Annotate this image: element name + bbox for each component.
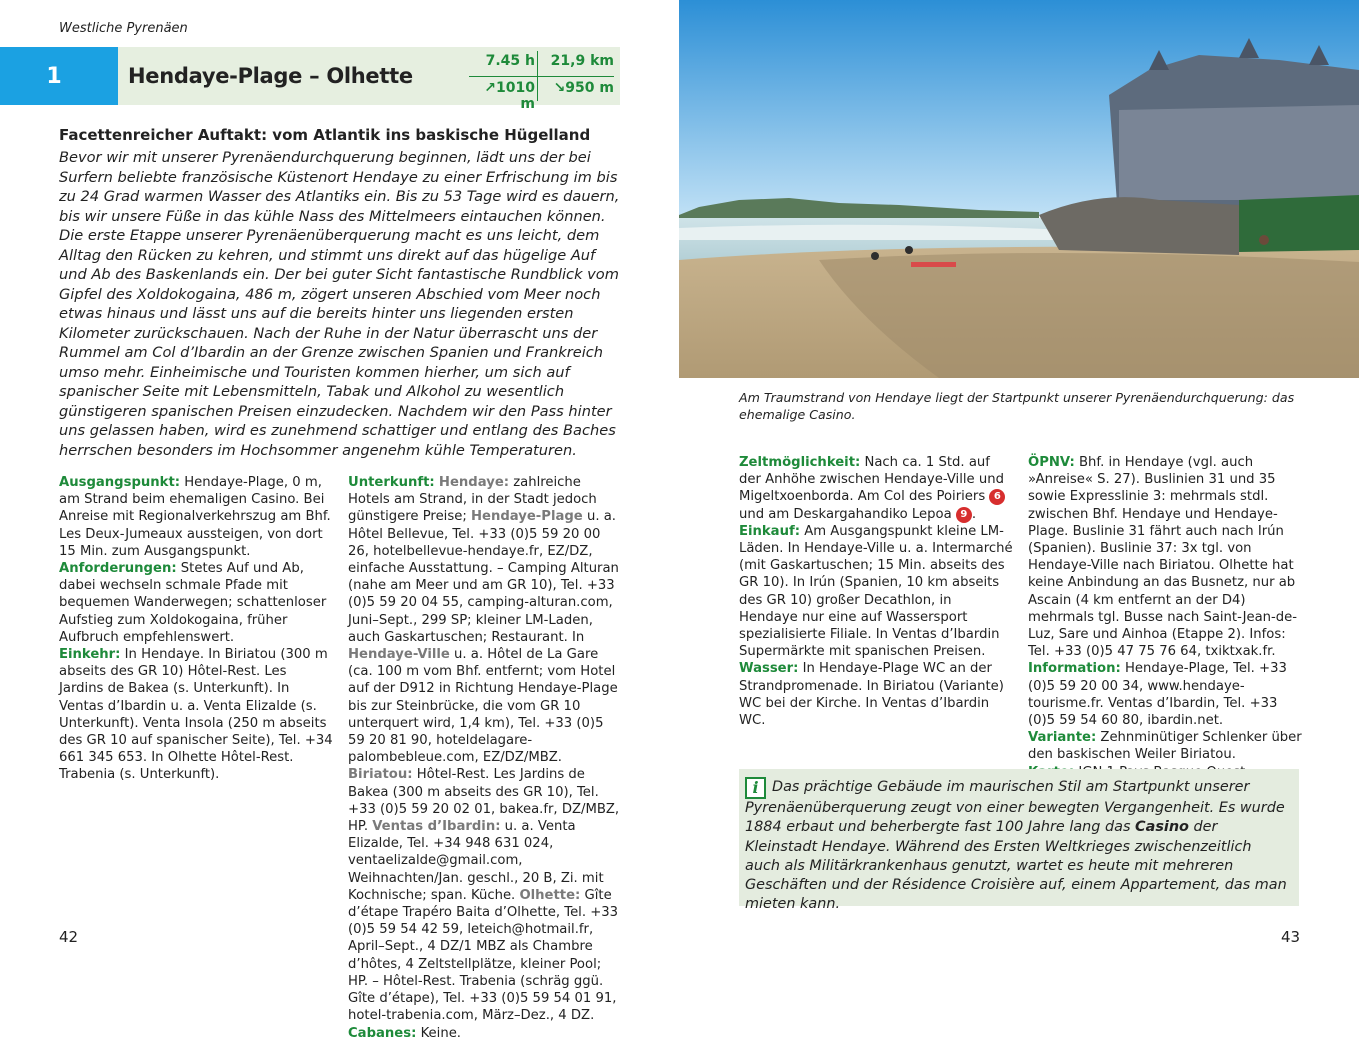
waypoint-6-badge: 6	[989, 489, 1005, 505]
text-unterkunft-1: zahlreiche Hotels am Strand, in der Stadt jedoch günstigere Preise;	[348, 475, 597, 525]
label-ausgangspunkt: Ausgangspunkt:	[59, 475, 181, 490]
info-box	[739, 769, 1299, 913]
text-unterkunft-4: Hôtel-Rest. Les Jardins de Bakea (300 m abseits des GR 10), Tel. +33 (0)5 59 20 02 01, bakea.fr, DZ/MBZ, HP.	[348, 767, 620, 835]
stat-duration: 7.45 h	[485, 53, 535, 69]
label-cabanes: Cabanes:	[348, 1025, 417, 1041]
info-wasser	[739, 660, 1013, 729]
stats-divider-vertical	[537, 51, 538, 101]
info-box-text-1: Das prächtige Gebäude im maurischen Stil am Startpunkt unserer Pyrenäenüberquerung zeugt von einer bewegten Vergangenheit. Es wurde 1884 erbaut und beherbergte fast 100 Jahre lang das	[745, 779, 1285, 836]
info-einkauf	[739, 523, 1013, 661]
text-oepnv: Bhf. in Hendaye (vgl. auch »Anreise« S. 27). Buslinien 31 und 35 sowie Expresslinie 3: mehrmals stdl. zwischen Bhf. Hendaye und Hendaye-Plage. Buslinie 31 fährt auch nach Irún (Spanien). Buslinie 37: 3x tgl. von Hendaye-Ville nach Biriatou. Olhette hat keine Anbindung an das Busnetz, nur ab Ascain (4 km entfernt an der D4) mehrmals tgl. Busse nach Saint-Jean-de-Luz, Sare und Ainhoa (Etappe 2). Infos: Tel. +33 (0)5 47 75 76 64, txiktxak.fr.	[1028, 455, 1298, 660]
running-head: Westliche Pyrenäen	[59, 21, 188, 36]
tour-subtitle: Facettenreicher Auftakt: vom Atlantik ins baskische Hügelland	[59, 126, 591, 144]
info-column-1	[59, 474, 335, 784]
label-hendaye-ville: Hendaye-Ville	[348, 647, 450, 663]
info-box-casino: Casino	[1135, 819, 1189, 836]
info-ausgangspunkt	[59, 474, 335, 560]
info-einkehr	[59, 646, 335, 784]
stat-ascent: ↗1010 m	[484, 80, 535, 112]
label-variante: Variante:	[1028, 730, 1097, 746]
label-oepnv: ÖPNV:	[1028, 455, 1075, 470]
label-hendaye-plage: Hendaye-Plage	[470, 509, 583, 525]
page-number-right: 43	[1281, 928, 1301, 946]
tour-title: Hendaye-Plage – Olhette	[128, 64, 413, 88]
label-information: Information:	[1028, 661, 1121, 677]
tour-stats	[469, 51, 614, 112]
info-anforderungen	[59, 560, 335, 646]
waypoint-9-badge: 9	[956, 507, 972, 523]
text-information: Hendaye-Plage, Tel. +33 (0)5 59 20 00 34, www.hendaye-tourisme.fr. Ventas d’Ibardin, Tel. +33 (0)5 59 54 60 80, ibardin.net.	[1028, 661, 1287, 729]
text-zelt-3: .	[971, 506, 977, 522]
photo-caption: Am Traumstrand von Hendaye liegt der Startpunkt unserer Pyrenäendurchquerung: das ehemalige Casino.	[739, 390, 1295, 422]
info-column-4	[1028, 454, 1302, 781]
stat-descent: ↘950 m	[553, 80, 614, 96]
info-zelt	[739, 454, 1013, 523]
info-column-2	[348, 474, 624, 1042]
intro-text: Bevor wir mit unserer Pyrenäendurchquerung beginnen, lädt uns der bei Surfern beliebte französische Küstenort Hendaye zu einer Erfrischung im bis zu 24 Grad warmen Wasser des Atlantiks ein. Bis zu 53 Tage wird es dauern, bis wir unsere Füße in das kühle Nass des Mittelmeers eintauchen können. Die erste Etappe unserer Pyrenäenüberquerung macht es uns leicht, dem Alltag den Rücken zu kehren, und stimmt uns direkt auf das hügelige Auf und Ab des Baskenlands ein. Der bei guter Sicht fantastische Rundblick vom Gipfel des Xoldokogaina, 486 m, zögert unseren Abschied vom Meer noch etwas hinaus und lässt uns auf die bereits hinter uns liegenden ersten Kilometer zurückschauen. Nach der Ruhe in der Natur überrascht uns der Rummel am Col d’Ibardin an der Grenze zwischen Spanien und Frankreich umso mehr. Einheimische und Touristen kommen hierher, um sich auf spanischer Seite mit Lebensmitteln, Tabak und Alkohol zu wesentlich günstigeren spanischen Preisen einzudecken. Nachdem wir den Pass hinter uns gelassen haben, wird es zunehmend schattiger und entlang des Baches herrschen besonders im Hochsommer angenehm kühle Temperaturen.	[59, 149, 620, 459]
text-zelt-1: Nach ca. 1 Std. auf der Anhöhe zwischen Hendaye-Ville und Migeltxoenborda. Am Col des Poiriers	[739, 455, 1004, 505]
label-anforderungen: Anforderungen:	[59, 561, 177, 577]
stats-divider-horizontal	[469, 76, 614, 77]
text-unterkunft-2: u. a. Hôtel Bellevue, Tel. +33 (0)5 59 20 00 26, hotelbellevue-hendaye.fr, EZ/DZ, einfache Ausstattung. – Camping Alturan (nahe am Meer und am GR 10), Tel. +33 (0)5 59 20 04 55, camping-alturan.com, Juni–Sept., 299 SP; kleiner LM-Laden, auch Gaskartuschen; Restaurant. In	[348, 509, 619, 645]
label-olhette: Olhette:	[519, 887, 581, 903]
text-ausgangspunkt: Hendaye-Plage, 0 m, am Strand beim ehemaligen Casino. Bei Anreise mit Regionalverkehrszug am Bhf. Les Deux-Jumeaux aussteigen, von dort 15 Min. zum Ausgangspunkt.	[59, 475, 331, 559]
left-page	[0, 0, 679, 1041]
info-box-text	[745, 777, 1289, 915]
info-cabanes	[348, 1025, 624, 1042]
info-box-text-2: der Kleinstadt Hendaye. Während des Ersten Weltkrieges zwischenzeitlich auch als Militärkrankenhaus genutzt, wartet es heute mit mehreren Geschäften und der Résidence Croisière auf, einem Appartement, das man mieten kann.	[745, 819, 1287, 913]
info-variante	[1028, 729, 1302, 763]
info-column-3	[739, 454, 1013, 729]
tour-header	[118, 47, 620, 112]
label-biriatou: Biriatou:	[348, 767, 413, 783]
stat-distance: 21,9 km	[550, 53, 614, 69]
label-einkehr: Einkehr:	[59, 647, 121, 663]
text-einkehr: In Hendaye. In Biriatou (300 m abseits des GR 10) Hôtel-Rest. Les Jardins de Bakea (s. Unterkunft). In Ventas d’Ibardin u. a. Venta Elizalde (s. Unterkunft). Venta Insola (250 m abseits des GR 10 auf spanischer Seite), Tel. +34 661 345 653. In Olhette Hôtel-Rest. Trabenia (s. Unterkunft).	[59, 647, 333, 783]
text-variante: Zehnminütiger Schlenker über den baskischen Weiler Biriatou.	[1028, 730, 1302, 763]
info-icon: i	[745, 777, 766, 799]
page-number-left: 42	[59, 928, 79, 946]
label-wasser: Wasser:	[739, 661, 799, 677]
info-oepnv	[1028, 454, 1302, 660]
info-unterkunft	[348, 474, 624, 1025]
label-ventas: Ventas d’Ibardin:	[372, 819, 501, 835]
text-cabanes: Keine.	[416, 1025, 461, 1041]
label-einkauf: Einkauf:	[739, 523, 800, 539]
text-unterkunft-3: u. a. Hôtel de La Gare (ca. 100 m vom Bhf. entfernt; vom Hotel auf der D912 in Richtung Hendaye-Plage bis zur Steinbrücke, die vom GR 10 unterquert wird, 1,4 km), Tel. +33 (0)5 59 20 81 90, hoteldelagare-palombebleue.com, EZ/DZ/MBZ.	[348, 647, 618, 766]
label-zelt: Zeltmöglichkeit:	[739, 455, 861, 470]
text-anforderungen: Stetes Auf und Ab, dabei wechseln schmale Pfade mit bequemen Wanderwegen; schattenloser Aufstieg zum Xoldokogaina, früher Aufbruch empfehlenswert.	[59, 561, 327, 645]
text-einkauf: Am Ausgangspunkt kleine LM-Läden. In Hendaye-Ville u. a. Intermarché (mit Gaskartuschen; 15 Min. abseits des GR 10). In Irún (Spanien, 10 km abseits des GR 10) großer Decathlon, in Hendaye nur eine auf Wassersport spezialisierte Filiale. In Ventas d’Ibardin Supermärkte mit spanischen Preisen.	[739, 523, 1013, 660]
tour-number-badge: 1	[0, 47, 118, 105]
label-unterkunft: Unterkunft:	[348, 475, 435, 490]
info-information	[1028, 660, 1302, 729]
label-hendaye: Hendaye:	[438, 475, 510, 490]
text-unterkunft-5: u. a. Venta Elizalde, Tel. +34 948 631 024, ventaelizalde@gmail.com, Weihnachten/Jan. geschl., 20 B, Zi. mit Kochnische; span. Küche.	[348, 819, 604, 903]
text-unterkunft-6: Gîte d’étape Trapéro Baita d’Olhette, Tel. +33 (0)5 59 54 42 59, leteich@hotmail.fr, April–Sept., 4 DZ/1 MBZ als Chambre d’hôtes, 4 Zeltstellplätze, kleiner Pool; HP. – Hôtel-Rest. Trabenia (schräg ggü. Gîte d’étape), Tel. +33 (0)5 59 54 01 91, hotel-trabenia.com, März–Dez., 4 DZ.	[348, 887, 619, 1024]
text-wasser: In Hendaye-Plage WC an der Strandpromenade. In Biriatou (Variante) WC bei der Kirche. In Ventas d’Ibardin WC.	[739, 661, 1004, 729]
text-zelt-2: und am Deskargahandiko Lepoa	[739, 506, 956, 522]
